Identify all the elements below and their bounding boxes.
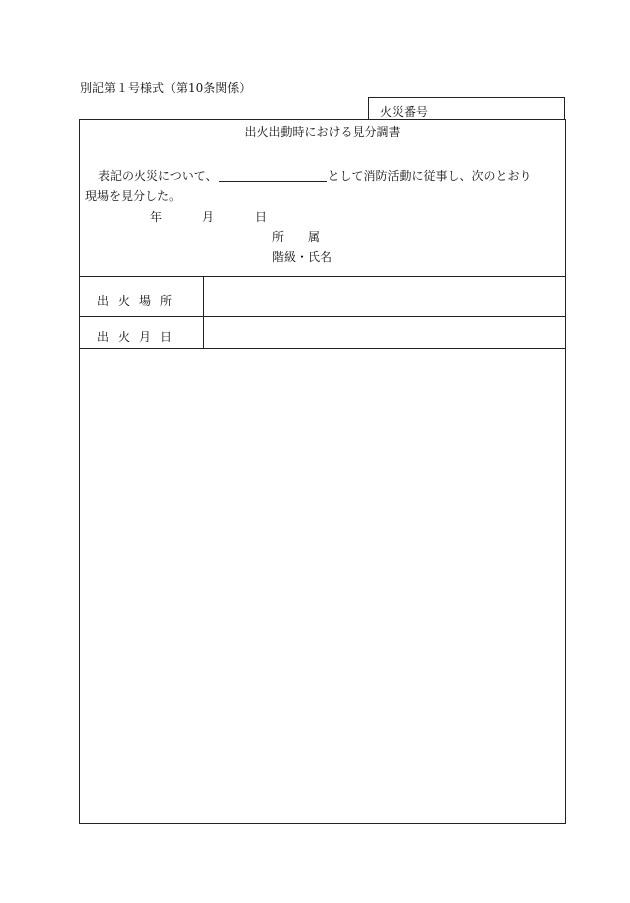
rank-name-label: 階級・氏名 bbox=[272, 250, 333, 264]
affiliation-label: 所 属 bbox=[272, 230, 321, 244]
duty-blank bbox=[219, 169, 327, 182]
form-number-label: 別記第１号様式（第10条関係） bbox=[80, 81, 252, 95]
table-middle-divider bbox=[80, 316, 565, 317]
year-label: 年 bbox=[150, 210, 163, 224]
inspection-report-form bbox=[79, 119, 566, 824]
statement-line-2: 現場を見分した。 bbox=[85, 189, 182, 203]
table-top-divider bbox=[80, 276, 565, 277]
statement-prefix: 表記の火災について、 bbox=[98, 169, 218, 183]
table-column-divider bbox=[203, 276, 204, 348]
observation-notes-area[interactable] bbox=[80, 349, 565, 823]
affiliation-row bbox=[272, 231, 320, 243]
rank-name-row bbox=[272, 251, 332, 263]
statement-line-1 bbox=[98, 169, 532, 182]
form-title: 出火出動時における見分調書 bbox=[244, 125, 401, 139]
fire-date-label: 出火月日 bbox=[97, 330, 182, 344]
fire-location-label: 出火場所 bbox=[97, 294, 182, 308]
statement-suffix: として消防活動に従事し、次のとおり bbox=[327, 169, 532, 183]
fire-number-box bbox=[368, 97, 565, 119]
month-label: 月 bbox=[202, 210, 215, 224]
day-label: 日 bbox=[255, 210, 268, 224]
fire-number-label: 火災番号 bbox=[380, 105, 429, 119]
